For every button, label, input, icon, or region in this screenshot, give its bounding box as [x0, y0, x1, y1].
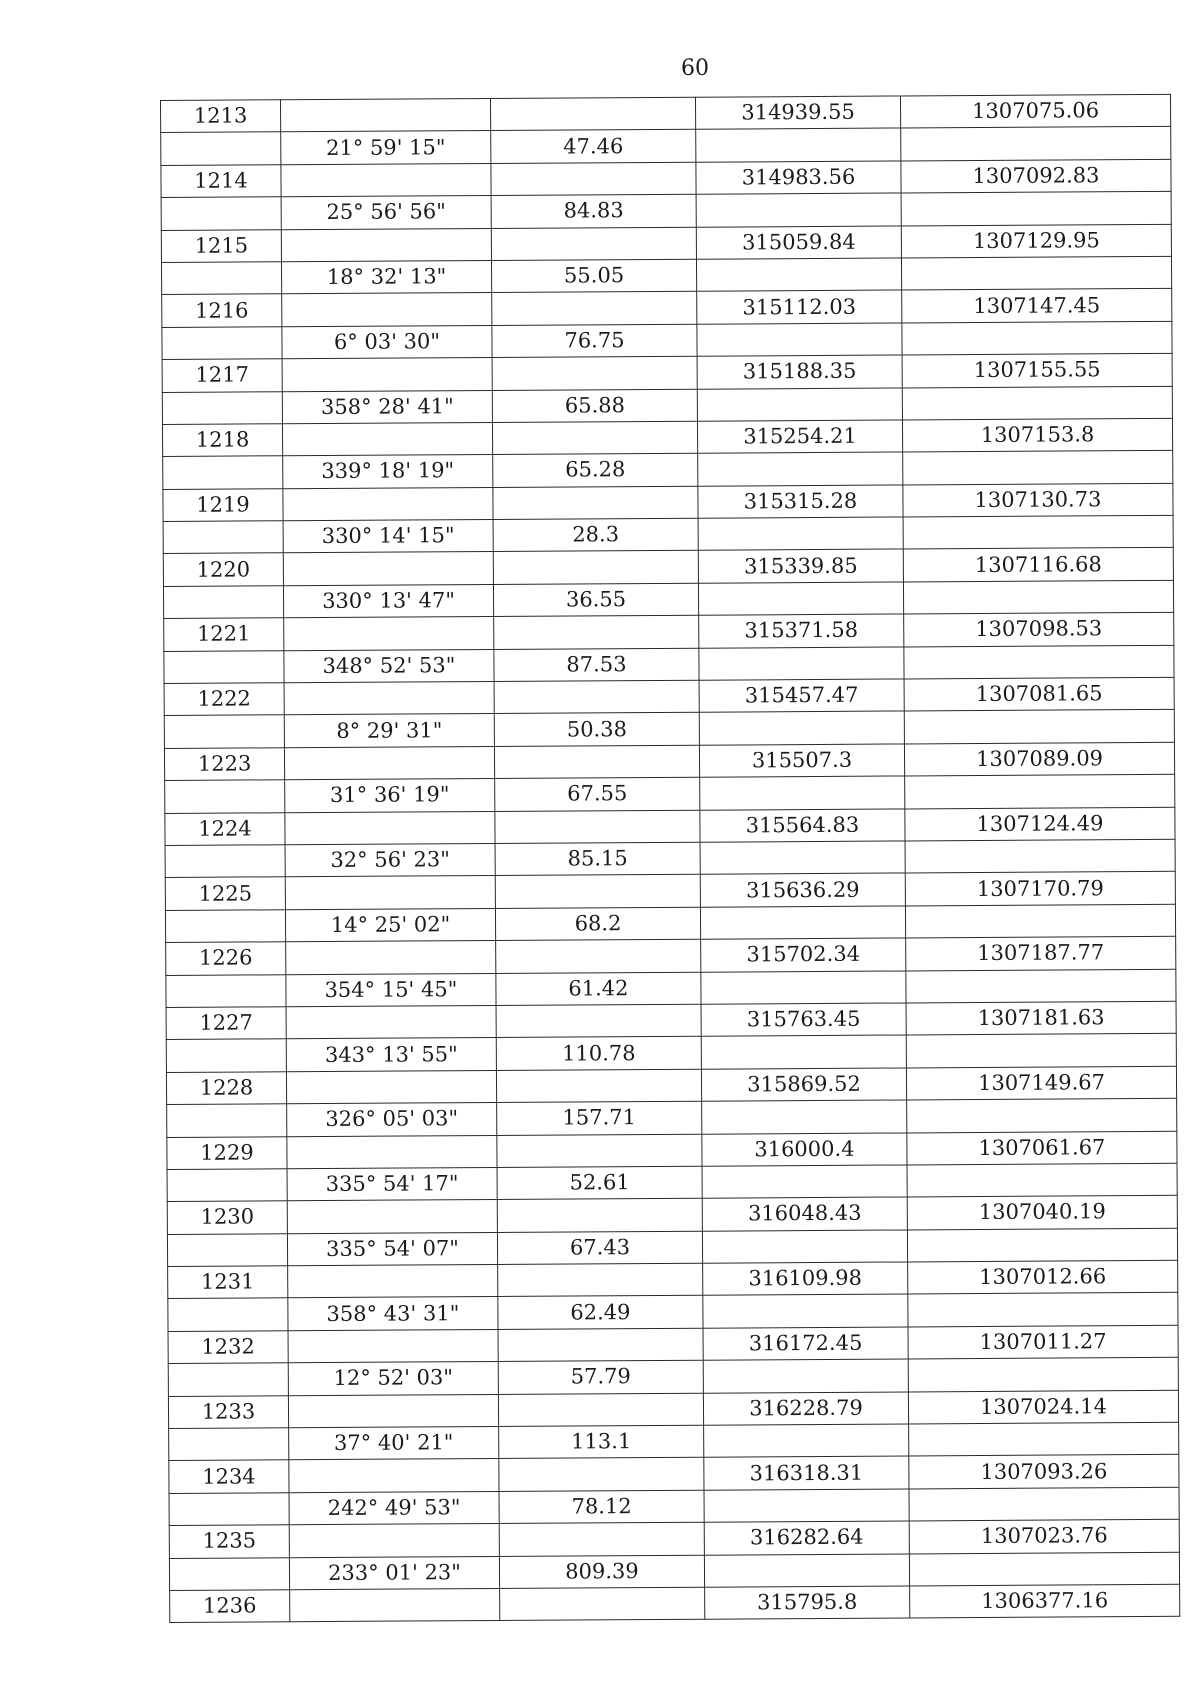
station-cell: 1236 [170, 1590, 290, 1623]
bearing-cell [288, 1329, 498, 1363]
easting-cell [904, 710, 1174, 744]
northing-cell [704, 1424, 909, 1458]
station-cell: 1219 [163, 488, 283, 521]
bearing-cell: 335° 54' 17" [287, 1167, 497, 1201]
northing-cell: 316000.4 [702, 1132, 907, 1166]
station-cell: 1225 [165, 877, 285, 910]
distance-cell [496, 1069, 701, 1103]
distance-cell [494, 615, 699, 649]
easting-cell: 1307098.53 [904, 613, 1174, 647]
bearing-cell: 330° 14' 15" [283, 520, 493, 554]
distance-cell [493, 551, 698, 585]
bearing-cell [281, 98, 491, 132]
easting-cell [905, 904, 1175, 938]
distance-cell: 809.39 [499, 1555, 704, 1589]
easting-cell [901, 256, 1171, 290]
northing-cell: 315507.3 [699, 744, 904, 778]
bearing-cell: 14° 25' 02" [285, 908, 495, 942]
northing-cell [700, 841, 905, 875]
easting-cell [902, 321, 1172, 355]
northing-cell [702, 1165, 907, 1199]
station-cell [164, 715, 284, 748]
bearing-cell [284, 617, 494, 651]
station-cell: 1235 [169, 1525, 289, 1558]
station-cell: 1213 [161, 100, 281, 133]
easting-cell: 1307130.73 [903, 483, 1173, 517]
easting-cell [907, 1098, 1177, 1132]
northing-cell: 315795.8 [705, 1586, 910, 1620]
distance-cell: 110.78 [496, 1037, 701, 1071]
easting-cell [908, 1293, 1178, 1327]
bearing-cell: 330° 13' 47" [283, 584, 493, 618]
survey-table-container [160, 94, 1179, 1624]
distance-cell: 52.61 [497, 1166, 702, 1200]
easting-cell [902, 386, 1172, 420]
northing-cell [696, 193, 901, 227]
easting-cell: 1307093.26 [909, 1455, 1179, 1489]
bearing-cell: 31° 36' 19" [285, 779, 495, 813]
easting-cell [903, 451, 1173, 485]
bearing-cell [284, 682, 494, 716]
bearing-cell [285, 811, 495, 845]
distance-cell [492, 292, 697, 326]
easting-cell: 1307092.83 [901, 159, 1171, 193]
distance-cell: 47.46 [491, 130, 696, 164]
station-cell [164, 650, 284, 683]
easting-cell: 1307147.45 [902, 289, 1172, 323]
page-number: 60 [681, 56, 709, 81]
distance-cell [491, 162, 696, 196]
northing-cell [698, 517, 903, 551]
station-cell: 1231 [168, 1266, 288, 1299]
northing-cell: 315254.21 [697, 420, 902, 454]
bearing-cell [282, 422, 492, 456]
distance-cell [499, 1458, 704, 1492]
bearing-cell: 354° 15' 45" [286, 973, 496, 1007]
easting-cell: 1307181.63 [906, 1001, 1176, 1035]
distance-cell: 50.38 [494, 713, 699, 747]
station-cell: 1227 [166, 1007, 286, 1040]
distance-cell: 76.75 [492, 324, 697, 358]
northing-cell [701, 971, 906, 1005]
distance-cell [493, 486, 698, 520]
station-cell [167, 1104, 287, 1137]
easting-cell [903, 515, 1173, 549]
distance-cell [490, 97, 695, 131]
bearing-cell: 21° 59' 15" [281, 131, 491, 165]
station-cell [163, 586, 283, 619]
northing-cell [701, 1035, 906, 1069]
northing-cell [704, 1554, 909, 1588]
bearing-cell: 18° 32' 13" [281, 260, 491, 294]
station-cell: 1215 [161, 229, 281, 262]
bearing-cell: 25° 56' 56" [281, 196, 491, 230]
distance-cell [494, 680, 699, 714]
northing-cell: 315112.03 [697, 290, 902, 324]
easting-cell: 1307124.49 [905, 807, 1175, 841]
bearing-cell: 12° 52' 03" [288, 1362, 498, 1396]
easting-cell: 1307040.19 [907, 1196, 1177, 1230]
northing-cell: 316048.43 [702, 1197, 907, 1231]
easting-cell [901, 127, 1171, 161]
bearing-cell: 242° 49' 53" [289, 1491, 499, 1525]
distance-cell [492, 356, 697, 390]
distance-cell: 68.2 [495, 907, 700, 941]
northing-cell: 316318.31 [704, 1456, 909, 1490]
distance-cell [495, 810, 700, 844]
station-cell [163, 521, 283, 554]
easting-cell [906, 1034, 1176, 1068]
northing-cell: 316282.64 [704, 1521, 909, 1555]
easting-cell: 1306377.16 [910, 1584, 1180, 1618]
bearing-cell [281, 228, 491, 262]
bearing-cell: 335° 54' 07" [287, 1232, 497, 1266]
distance-cell [496, 1004, 701, 1038]
station-cell [166, 974, 286, 1007]
easting-cell [904, 645, 1174, 679]
station-cell [167, 1169, 287, 1202]
bearing-cell: 6° 03' 30" [282, 325, 492, 359]
northing-cell: 316228.79 [703, 1392, 908, 1426]
station-cell [165, 780, 285, 813]
distance-cell: 113.1 [499, 1425, 704, 1459]
easting-cell [901, 191, 1171, 225]
station-cell [168, 1298, 288, 1331]
easting-cell [909, 1552, 1179, 1586]
bearing-cell [290, 1588, 500, 1622]
distance-cell: 62.49 [498, 1296, 703, 1330]
station-cell [165, 845, 285, 878]
bearing-cell [287, 1135, 497, 1169]
easting-cell: 1307075.06 [900, 94, 1170, 128]
distance-cell: 28.3 [493, 518, 698, 552]
northing-cell: 316109.98 [703, 1262, 908, 1296]
northing-cell [696, 128, 901, 162]
distance-cell [498, 1263, 703, 1297]
easting-cell: 1307012.66 [908, 1260, 1178, 1294]
northing-cell [704, 1489, 909, 1523]
distance-cell: 36.55 [493, 583, 698, 617]
easting-cell: 1307153.8 [902, 418, 1172, 452]
distance-cell: 85.15 [495, 842, 700, 876]
easting-cell [909, 1487, 1179, 1521]
easting-cell [903, 580, 1173, 614]
bearing-cell: 358° 28' 41" [282, 390, 492, 424]
distance-cell: 67.43 [497, 1231, 702, 1265]
bearing-cell [286, 1070, 496, 1104]
bearing-cell [282, 358, 492, 392]
easting-cell: 1307129.95 [901, 224, 1171, 258]
bearing-cell [289, 1459, 499, 1493]
bearing-cell [288, 1394, 498, 1428]
station-cell [161, 132, 281, 165]
distance-cell: 65.28 [493, 454, 698, 488]
northing-cell: 315059.84 [696, 226, 901, 260]
northing-cell: 315564.83 [700, 809, 905, 843]
easting-cell [905, 775, 1175, 809]
northing-cell [703, 1359, 908, 1393]
bearing-cell [287, 1200, 497, 1234]
easting-cell [906, 969, 1176, 1003]
distance-cell: 65.88 [492, 389, 697, 423]
station-cell: 1218 [162, 424, 282, 457]
distance-cell: 87.53 [494, 648, 699, 682]
northing-cell [702, 1230, 907, 1264]
northing-cell: 315188.35 [697, 355, 902, 389]
easting-cell [909, 1422, 1179, 1456]
bearing-cell [283, 487, 493, 521]
distance-cell: 55.05 [491, 259, 696, 293]
northing-cell [696, 258, 901, 292]
table-body [161, 94, 1180, 1623]
station-cell: 1217 [162, 359, 282, 392]
bearing-cell [288, 1265, 498, 1299]
northing-cell [698, 452, 903, 486]
distance-cell: 67.55 [495, 777, 700, 811]
station-cell [161, 197, 281, 230]
distance-cell [498, 1328, 703, 1362]
station-cell: 1224 [165, 812, 285, 845]
bearing-cell [285, 876, 495, 910]
northing-cell [702, 1100, 907, 1134]
northing-cell [697, 323, 902, 357]
station-cell: 1229 [167, 1136, 287, 1169]
station-cell: 1230 [167, 1201, 287, 1234]
northing-cell [699, 647, 904, 681]
distance-cell [491, 227, 696, 261]
station-cell [169, 1493, 289, 1526]
distance-cell: 157.71 [497, 1101, 702, 1135]
distance-cell: 57.79 [498, 1360, 703, 1394]
easting-cell: 1307081.65 [904, 677, 1174, 711]
bearing-cell [283, 552, 493, 586]
northing-cell: 314983.56 [696, 161, 901, 195]
station-cell [166, 1039, 286, 1072]
northing-cell [697, 387, 902, 421]
bearing-cell: 326° 05' 03" [287, 1103, 497, 1137]
easting-cell: 1307023.76 [909, 1519, 1179, 1553]
station-cell [162, 391, 282, 424]
bearing-cell: 8° 29' 31" [284, 714, 494, 748]
easting-cell [905, 839, 1175, 873]
distance-cell [497, 1198, 702, 1232]
northing-cell: 315371.58 [699, 614, 904, 648]
distance-cell: 78.12 [499, 1490, 704, 1524]
station-cell [165, 910, 285, 943]
easting-cell: 1307187.77 [906, 936, 1176, 970]
station-cell [163, 456, 283, 489]
bearing-cell [282, 293, 492, 327]
northing-cell [703, 1294, 908, 1328]
northing-cell: 315763.45 [701, 1003, 906, 1037]
distance-cell: 84.83 [491, 194, 696, 228]
bearing-cell: 348° 52' 53" [284, 649, 494, 683]
northing-cell: 315457.47 [699, 679, 904, 713]
distance-cell: 61.42 [496, 972, 701, 1006]
northing-cell: 315636.29 [700, 873, 905, 907]
easting-cell [907, 1163, 1177, 1197]
distance-cell [498, 1393, 703, 1427]
distance-cell [500, 1587, 705, 1621]
bearing-cell: 339° 18' 19" [283, 455, 493, 489]
bearing-cell [284, 746, 494, 780]
distance-cell [492, 421, 697, 455]
survey-coordinates-table [160, 94, 1180, 1624]
easting-cell: 1307155.55 [902, 353, 1172, 387]
easting-cell: 1307061.67 [907, 1131, 1177, 1165]
easting-cell [907, 1228, 1177, 1262]
table-row [170, 1584, 1180, 1623]
station-cell [161, 262, 281, 295]
distance-cell [495, 875, 700, 909]
station-cell [169, 1428, 289, 1461]
distance-cell [497, 1134, 702, 1168]
distance-cell [499, 1522, 704, 1556]
bearing-cell [289, 1524, 499, 1558]
northing-cell: 314939.55 [695, 96, 900, 130]
easting-cell: 1307170.79 [905, 872, 1175, 906]
distance-cell [494, 745, 699, 779]
station-cell: 1222 [164, 683, 284, 716]
bearing-cell: 32° 56' 23" [285, 843, 495, 877]
northing-cell [700, 776, 905, 810]
station-cell [168, 1363, 288, 1396]
distance-cell [496, 939, 701, 973]
northing-cell: 315315.28 [698, 485, 903, 519]
northing-cell [699, 711, 904, 745]
station-cell: 1234 [169, 1460, 289, 1493]
bearing-cell [286, 941, 496, 975]
station-cell: 1221 [164, 618, 284, 651]
easting-cell: 1307149.67 [906, 1066, 1176, 1100]
northing-cell [700, 906, 905, 940]
northing-cell: 315869.52 [701, 1068, 906, 1102]
station-cell [169, 1557, 289, 1590]
northing-cell: 316172.45 [703, 1327, 908, 1361]
bearing-cell: 358° 43' 31" [288, 1297, 498, 1331]
station-cell: 1233 [168, 1395, 288, 1428]
station-cell: 1232 [168, 1331, 288, 1364]
station-cell: 1220 [163, 553, 283, 586]
station-cell: 1228 [166, 1071, 286, 1104]
easting-cell: 1307024.14 [908, 1390, 1178, 1424]
easting-cell: 1307116.68 [903, 548, 1173, 582]
station-cell: 1226 [166, 942, 286, 975]
bearing-cell: 233° 01' 23" [289, 1556, 499, 1590]
bearing-cell [281, 163, 491, 197]
northing-cell: 315339.85 [698, 549, 903, 583]
northing-cell [698, 582, 903, 616]
bearing-cell: 343° 13' 55" [286, 1038, 496, 1072]
bearing-cell [286, 1005, 496, 1039]
easting-cell: 1307011.27 [908, 1325, 1178, 1359]
station-cell: 1216 [162, 294, 282, 327]
station-cell [162, 326, 282, 359]
northing-cell: 315702.34 [701, 938, 906, 972]
easting-cell: 1307089.09 [904, 742, 1174, 776]
bearing-cell: 37° 40' 21" [289, 1426, 499, 1460]
station-cell: 1214 [161, 165, 281, 198]
station-cell: 1223 [164, 748, 284, 781]
easting-cell [908, 1358, 1178, 1392]
station-cell [167, 1233, 287, 1266]
